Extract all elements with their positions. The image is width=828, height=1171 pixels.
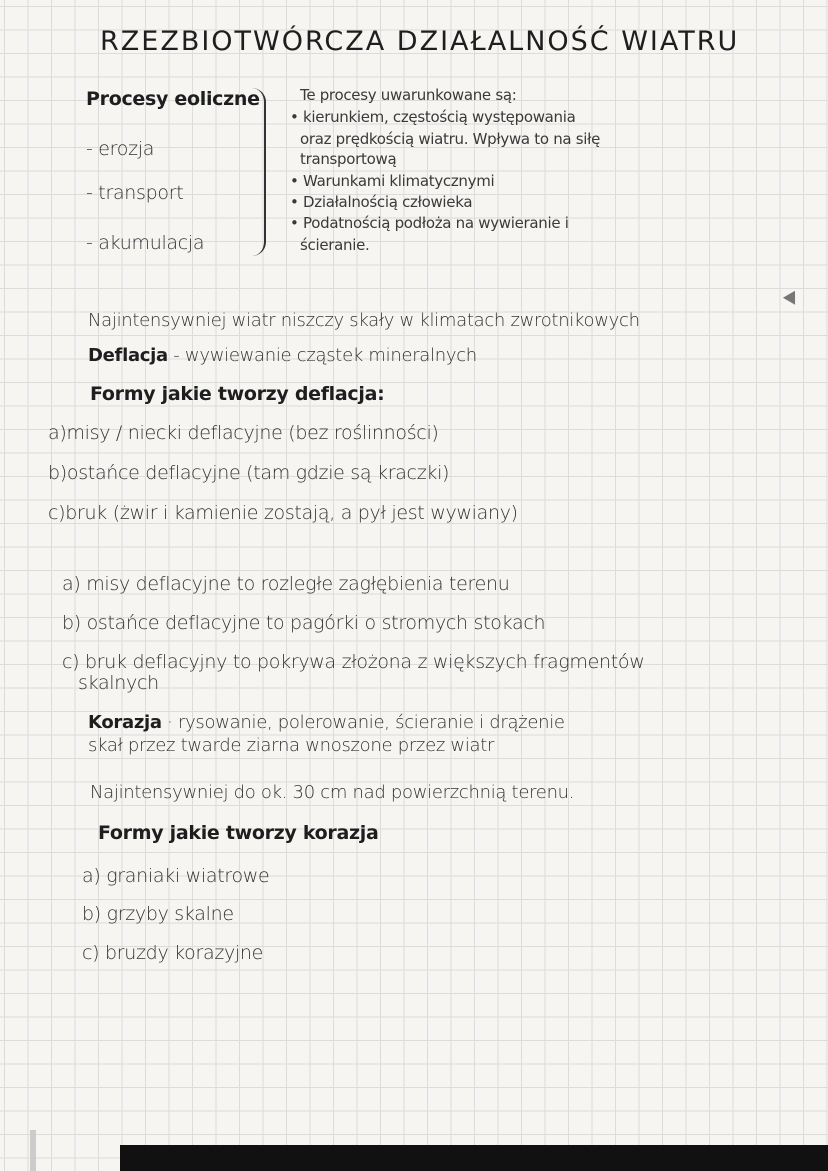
process-item: - erozja <box>86 138 155 160</box>
deflation-description: skalnych <box>78 672 159 694</box>
corrasion-text-2: skał przez twarde ziarna wnoszone przez wiatr <box>88 735 495 756</box>
page-edge <box>30 1130 36 1171</box>
processes-heading: Procesy eoliczne <box>86 88 260 110</box>
page-title: RZEZBIOTWÓRCZA DZIAŁALNOŚĆ WIATRU <box>100 26 740 57</box>
conditions-line: transportową <box>300 150 397 168</box>
deflation-form: a)misy / niecki deflacyjne (bez roślinności) <box>48 422 439 444</box>
deflation-text: - wywiewanie cząstek mineralnych <box>167 345 477 366</box>
corrasion-form: c) bruzdy korazyjne <box>82 942 264 964</box>
corrasion-text: · rysowanie, polerowanie, ścieranie i drążenie <box>161 712 565 733</box>
conditions-line: Te procesy uwarunkowane są: <box>300 86 517 104</box>
deflation-description: c) bruk deflacyjny to pokrywa złożona z większych fragmentów <box>62 651 645 673</box>
conditions-line: oraz prędkością wiatru. Wpływa to na siłę <box>300 130 601 148</box>
deflation-term: Deflacja <box>88 345 168 366</box>
conditions-line: ścieranie. <box>300 236 370 254</box>
process-item: - transport <box>86 182 184 204</box>
deflation-definition <box>88 345 477 366</box>
bottom-shadow <box>120 1145 828 1171</box>
corrasion-note: Najintensywniej do ok. 30 cm nad powierzchnią terenu. <box>90 782 575 803</box>
note-line: Najintensywniej wiatr niszczy skały w klimatach zwrotnikowych <box>88 310 640 331</box>
brace <box>250 88 266 256</box>
deflation-form: b)ostańce deflacyjne (tam gdzie są kraczki) <box>48 462 450 484</box>
corner-marker <box>783 287 801 304</box>
corrasion-form: b) grzyby skalne <box>82 903 234 925</box>
corrasion-forms-heading: Formy jakie tworzy korazja <box>98 822 379 844</box>
conditions-line: • Warunkami klimatycznymi <box>290 172 495 190</box>
conditions-line: • Działalnością człowieka <box>290 193 473 211</box>
corrasion-form: a) graniaki wiatrowe <box>82 865 270 887</box>
corrasion-definition <box>88 712 565 733</box>
conditions-line: • Podatnością podłoża na wywieranie i <box>290 214 569 232</box>
deflation-description: b) ostańce deflacyjne to pagórki o stromych stokach <box>62 612 546 634</box>
conditions-line: • kierunkiem, częstością występowania <box>290 108 576 126</box>
deflation-description: a) misy deflacyjne to rozległe zagłębienia terenu <box>62 573 510 595</box>
process-item: - akumulacja <box>86 232 205 254</box>
deflation-forms-heading: Formy jakie tworzy deflacja: <box>90 383 385 405</box>
corrasion-term: Korazja <box>88 712 162 733</box>
deflation-form: c)bruk (żwir i kamienie zostają, a pył jest wywiany) <box>48 502 518 524</box>
